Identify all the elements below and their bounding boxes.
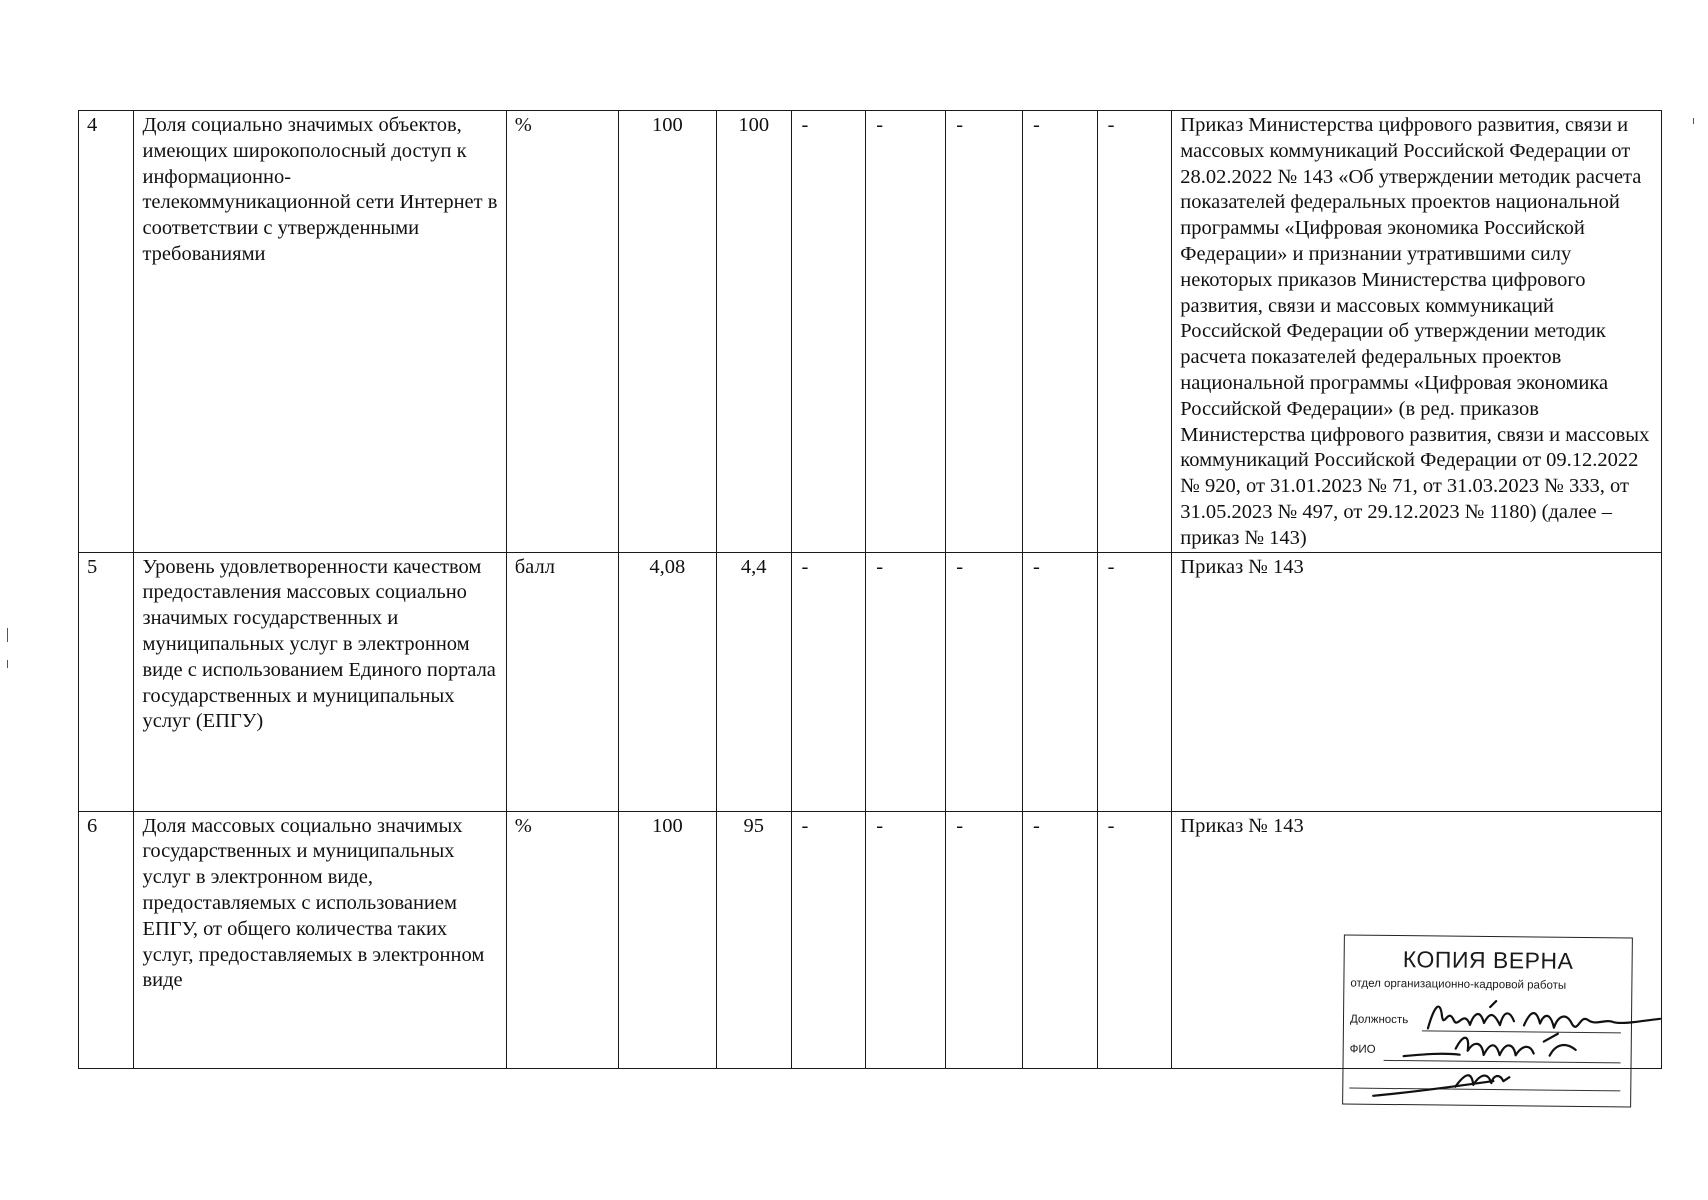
year-value: -	[946, 811, 1023, 1068]
year-value: -	[866, 111, 946, 553]
base-value: 4,08	[618, 552, 716, 811]
scan-mark	[7, 628, 8, 642]
methodology-source: Приказ Министерства цифрового развития, связи и массовых коммуникаций Российской Федерации от 28.02.2022 № 143 «Об утверждении методик расчета показателей федеральных проектов национальной программы «Цифровая экономика Российской Федерации» и признании утратившими силу некоторых приказов Министерства цифрового развития, связи и массовых коммуникаций Российской Федерации об утверждении методик расчета показателей федеральных проектов национальной программы «Цифровая экономика Российской Федерации» (в ред. приказов Министерства цифрового развития, связи и массовых коммуникаций Российской Федерации от 09.12.2022 № 920, от 31.01.2023 № 71, от 31.03.2023 № 333, от 31.05.2023 № 497, от 29.12.2023 № 1180) (далее – приказ № 143)	[1172, 111, 1662, 553]
stamp-name-label: ФИО	[1349, 1043, 1376, 1056]
year-value: -	[1022, 111, 1097, 553]
year-value: -	[1022, 552, 1097, 811]
indicator-name: Доля социально значимых объектов, имеющих широкополосный доступ к информационно-телекоммуникационной сети Интернет в соответствии с утвержденными требованиями	[134, 111, 506, 553]
indicators-table	[78, 110, 1662, 1069]
year-value: -	[1097, 111, 1172, 553]
certified-copy-stamp	[1342, 934, 1633, 1107]
stamp-position-label: Должность	[1349, 1013, 1409, 1027]
methodology-source: Приказ № 143	[1172, 811, 1662, 1068]
row-number: 4	[79, 111, 134, 553]
year-value: -	[866, 811, 946, 1068]
row-number: 6	[79, 811, 134, 1068]
base-value: 100	[618, 811, 716, 1068]
year-value: -	[866, 552, 946, 811]
year-value: -	[946, 552, 1023, 811]
year-value: -	[1097, 811, 1172, 1068]
unit: балл	[506, 552, 618, 811]
table-row	[79, 552, 1662, 811]
unit: %	[506, 811, 618, 1068]
scan-mark	[1693, 118, 1694, 124]
year-value: -	[791, 552, 866, 811]
unit: %	[506, 111, 618, 553]
year-value: -	[1022, 811, 1097, 1068]
indicator-name: Доля массовых социально значимых государственных и муниципальных услуг в электронном виде, предоставляемых с использованием ЕПГУ, от общего количества таких услуг, предоставляемых в электронном виде	[134, 811, 506, 1068]
target-value: 100	[716, 111, 791, 553]
indicator-name: Уровень удовлетворенности качеством предоставления массовых социально значимых государственных и муниципальных услуг в электронном виде с использованием Единого портала государственных и муниципальных услуг (ЕПГУ)	[134, 552, 506, 811]
year-value: -	[946, 111, 1023, 553]
year-value: -	[1097, 552, 1172, 811]
handwritten-signature	[1343, 936, 1665, 1114]
scan-mark	[7, 660, 8, 668]
target-value: 95	[716, 811, 791, 1068]
stamp-title: КОПИЯ ВЕРНА	[1402, 946, 1574, 974]
base-value: 100	[618, 111, 716, 553]
table-row	[79, 111, 1662, 553]
row-number: 5	[79, 552, 134, 811]
stamp-department: отдел организационно-кадровой работы	[1350, 977, 1567, 992]
year-value: -	[791, 811, 866, 1068]
year-value: -	[791, 111, 866, 553]
methodology-source: Приказ № 143	[1172, 552, 1662, 811]
target-value: 4,4	[716, 552, 791, 811]
